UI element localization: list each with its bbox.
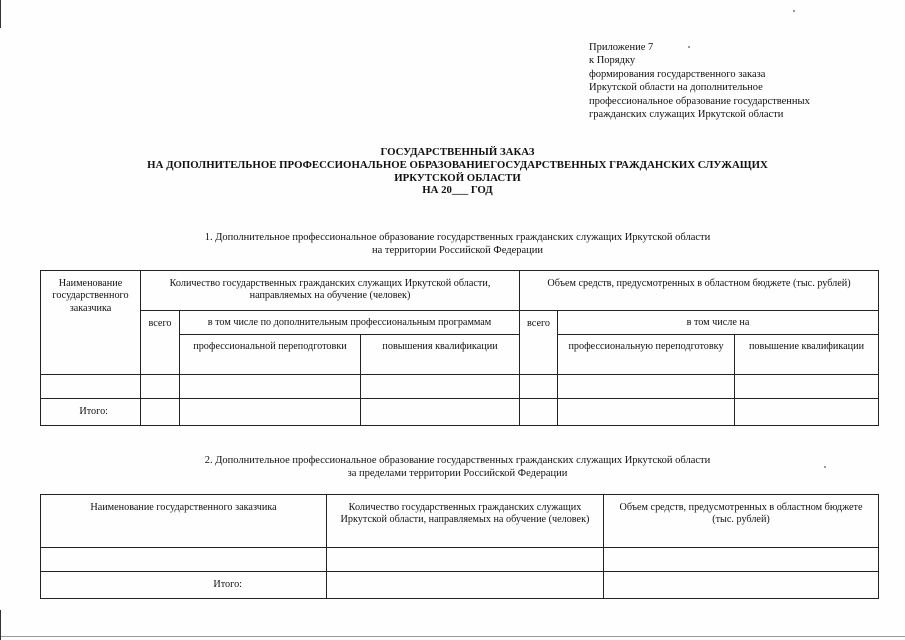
- table-cell: [735, 375, 879, 399]
- section1-title-line: на территории Российской Федерации: [371, 244, 544, 256]
- scan-edge-line: [0, 610, 1, 640]
- table-total-row: [41, 399, 879, 426]
- table-cell: [41, 375, 141, 399]
- appendix-line: профессиональное образование государственных: [589, 95, 810, 107]
- header-count-retraining: профессиональной переподготовки: [180, 335, 361, 375]
- header-employee-count: Количество государственных гражданских служащих Иркутской области, направляемых на обучение (человек): [141, 271, 520, 311]
- appendix-line: Приложение 7: [589, 42, 654, 53]
- table-cell: [361, 375, 520, 399]
- table-cell: [558, 399, 735, 426]
- header-budget-funds: Объем средств, предусмотренных в областном бюджете (тыс. рублей): [604, 495, 879, 548]
- document-title: [40, 146, 875, 197]
- header-count-including: в том числе по дополнительным профессиональным программам: [180, 311, 520, 335]
- table-cell: [41, 548, 327, 572]
- header-funds-qualification: повышение квалификации: [735, 335, 879, 375]
- header-customer-name: Наименование государственного заказчика: [41, 271, 141, 375]
- table-cell: [141, 399, 180, 426]
- scan-speck: [793, 10, 795, 12]
- table-row: [41, 375, 879, 399]
- table-cell: [327, 548, 604, 572]
- table-cell: [180, 375, 361, 399]
- abroad-training-table: [40, 494, 879, 599]
- header-employee-count: Количество государственных гражданских служащих Иркутской области, направляемых на обучение (человек): [327, 495, 604, 548]
- header-funds-total: всего: [520, 311, 558, 375]
- table-cell: [520, 399, 558, 426]
- appendix-line: формирования государственного заказа: [589, 68, 766, 80]
- table-cell: [361, 399, 520, 426]
- header-funds-retraining: профессиональную переподготовку: [558, 335, 735, 375]
- section2-title-line: 2. Дополнительное профессиональное образование государственных гражданских служащих Иркутской области: [204, 455, 711, 466]
- table-row: [41, 548, 879, 572]
- header-count-qualification: повышения квалификации: [361, 335, 520, 375]
- header-count-total: всего: [141, 311, 180, 375]
- table-cell: [558, 375, 735, 399]
- table-cell: [520, 375, 558, 399]
- appendix-line: гражданских служащих Иркутской области: [589, 109, 784, 121]
- section1-title: [40, 232, 875, 258]
- total-label: Итого:: [41, 399, 141, 426]
- title-line: ГОСУДАРСТВЕННЫЙ ЗАКАЗ: [380, 146, 535, 158]
- scan-edge-line: [0, 0, 1, 28]
- table-cell: [735, 399, 879, 426]
- table-cell: [604, 548, 879, 572]
- header-funds-including: в том числе на: [558, 311, 879, 335]
- appendix-line: Иркутской области на дополнительное: [589, 82, 763, 94]
- scan-edge-line: [0, 636, 905, 637]
- title-line: НА ДОПОЛНИТЕЛЬНОЕ ПРОФЕССИОНАЛЬНОЕ ОБРАЗОВАНИЕГОСУДАРСТВЕННЫХ ГРАЖДАНСКИХ СЛУЖАЩИХ: [147, 158, 768, 171]
- section2-title-line: за пределами территории Российской Федерации: [347, 467, 568, 479]
- table-cell: [604, 572, 879, 599]
- title-line: ИРКУТСКОЙ ОБЛАСТИ: [394, 171, 521, 184]
- header-customer-name: Наименование государственного заказчика: [41, 495, 327, 548]
- section1-title-line: 1. Дополнительное профессиональное образование государственных гражданских служащих Иркутской области: [204, 232, 711, 243]
- table-cell: [180, 399, 361, 426]
- title-line: НА 20___ ГОД: [422, 184, 493, 197]
- table-cell: [141, 375, 180, 399]
- section2-title: [40, 455, 875, 481]
- appendix-line: к Порядку: [589, 55, 636, 67]
- table-total-row: [41, 572, 879, 599]
- header-budget-funds: Объем средств, предусмотренных в областном бюджете (тыс. рублей): [520, 271, 879, 311]
- domestic-training-table: [40, 270, 879, 426]
- table-cell: [327, 572, 604, 599]
- appendix-note: [589, 41, 869, 121]
- total-label: Итого:: [41, 572, 327, 599]
